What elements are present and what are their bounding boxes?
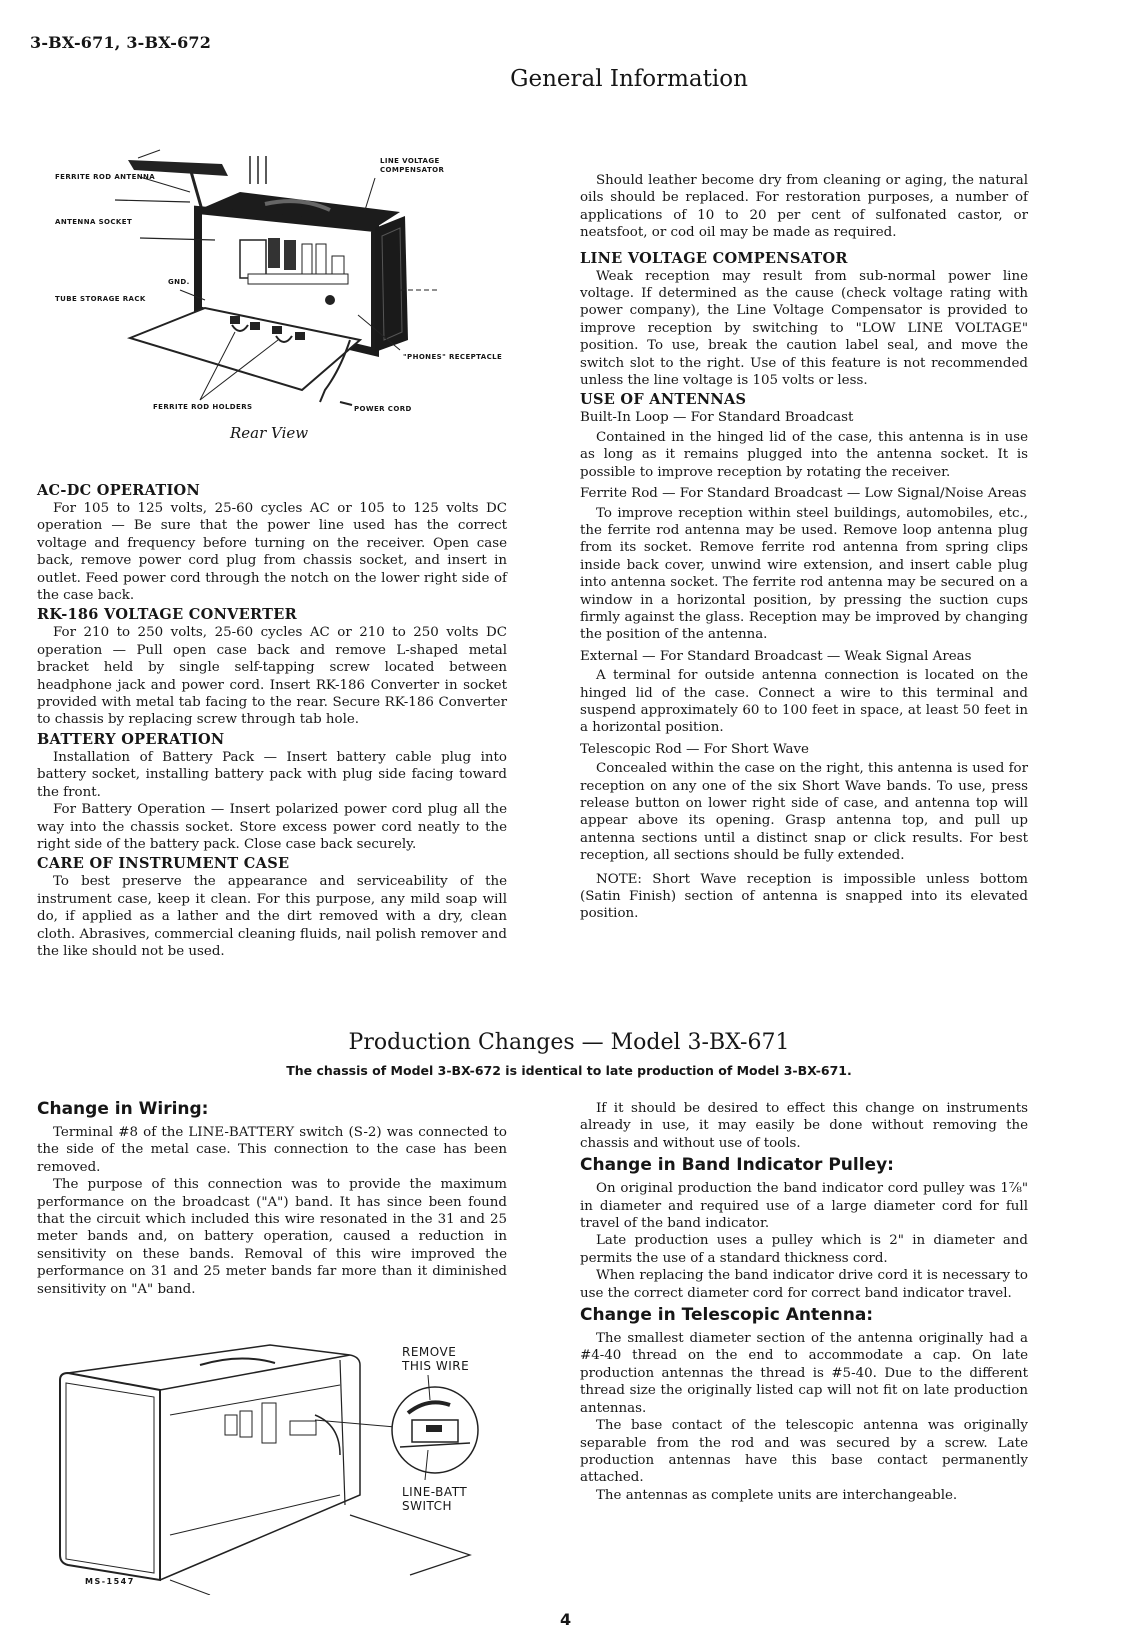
paragraph-battery-2: For Battery Operation — Insert polarized power cord plug all the way into the chassis socket. Store excess power cord neatly to the right side of the battery pack. Close case back securely. (37, 802, 507, 852)
lower-right-column (580, 1100, 1028, 1504)
page-title: General Information (510, 66, 748, 92)
heading-care: CARE OF INSTRUMENT CASE (37, 855, 290, 873)
label-phones-receptacle: "PHONES" RECEPTACLE (403, 353, 503, 361)
subheading-ferrite: Ferrite Rod — For Standard Broadcast — Low Signal/Noise Areas (580, 486, 1027, 502)
rear-view-figure (40, 140, 510, 430)
paragraph-telescopic-1: The smallest diameter section of the antenna originally had a #4-40 thread on the end to accommodate a cap. On late production antennas the thread is #5-40. Due to the different thread size the originally listed cap will not fit on late production antennas. (580, 1331, 1028, 1416)
paragraph-line-voltage: Weak reception may result from sub-normal power line voltage. If determined as the cause (check voltage rating with power company), the Line Voltage Compensator is provided to improve reception by switching to "LOW LINE VOLTAGE" position. To use, break the caution label seal, and move the switch slot to the right. Use of this feature is not recommended unless the line voltage is 105 volts or less. (580, 268, 1028, 389)
subheading-external: External — For Standard Broadcast — Weak Signal Areas (580, 648, 972, 664)
label-power-cord: POWER CORD (354, 405, 412, 413)
heading-antennas: USE OF ANTENNAS (580, 391, 747, 409)
label-switch-1: LINE-BATT (402, 1485, 468, 1499)
paragraph-pulley-2: Late production uses a pulley which is 2" in diameter and permits the use of a standard thickness cord. (580, 1233, 1028, 1266)
paragraph-care: To best preserve the appearance and serviceability of the instrument case, keep it clean. For this purpose, any mild soap will do, if applied as a lather and the dirt removed with a dry, clean cloth. Abrasives, commercial cleaning fluids, nail polish remover and the like should not be used. (37, 874, 507, 959)
paragraph-wiring-2: The purpose of this connection was to provide the maximum performance on the broadcast ("A") band. It has since been found that the circuit which included this wire resonated in the 31 and 25 meter bands and, on battery operation, caused a reduction in sensitivity on these bands. Removal of this wire improved the performance on 31 and 25 meter bands far more than it diminished sensitivity on "A" band. (37, 1177, 507, 1297)
figure-code: MS-1547 (85, 1577, 135, 1586)
label-remove-1: REMOVE (402, 1345, 457, 1359)
production-changes-title: Production Changes — Model 3-BX-671 (348, 1030, 790, 1055)
paragraph-external: A terminal for outside antenna connection is located on the hinged lid of the case. Connect a wire to this terminal and suspend approximately 60 to 100 feet in space, at least 50 feet in a horizontal position. (580, 668, 1028, 736)
wiring-change-section (37, 1098, 507, 1298)
heading-rk186: RK-186 VOLTAGE CONVERTER (37, 606, 297, 624)
subheading-telescopic: Telescopic Rod — For Short Wave (580, 741, 809, 757)
label-ferrite-rod-antenna: FERRITE ROD ANTENNA (55, 173, 156, 181)
paragraph-wiring-1: Terminal #8 of the LINE-BATTERY switch (S-2) was connected to the side of the metal case. This connection to the case has been removed. (37, 1125, 507, 1175)
paragraph-telescopic-3: The antennas as complete units are interchangeable. (596, 1487, 958, 1503)
line-batt-switch-illustration (50, 1335, 520, 1595)
paragraph-wiring-3: If it should be desired to effect this change on instruments already in use, it may easily be done without removing the chassis and without use of tools. (580, 1101, 1028, 1151)
label-ferrite-rod-holders: FERRITE ROD HOLDERS (153, 403, 253, 411)
label-remove-2: THIS WIRE (402, 1359, 470, 1373)
production-changes-subtitle: The chassis of Model 3-BX-672 is identical to late production of Model 3-BX-671. (286, 1063, 852, 1078)
label-tube-storage-rack: TUBE STORAGE RACK (55, 295, 146, 303)
paragraph-ac-dc: For 105 to 125 volts, 25-60 cycles AC or 105 to 125 volts DC operation — Be sure that the power line used has the correct voltage and frequency before turning on the receiver. Open case back, remove power cord plug from chassis socket, and insert in outlet. Feed power cord through the notch on the lower right side of the case back. (37, 501, 507, 604)
radio-rear-illustration (40, 140, 510, 430)
paragraph-pulley-3: When replacing the band indicator drive cord it is necessary to use the correct diameter cord for correct band indicator travel. (580, 1268, 1028, 1301)
heading-line-voltage: LINE VOLTAGE COMPENSATOR (580, 249, 848, 267)
heading-change-wiring: Change in Wiring: (37, 1099, 209, 1119)
paragraph-ferrite: To improve reception within steel buildings, automobiles, etc., the ferrite rod antenna may be used. Remove loop antenna plug from its socket. Remove ferrite rod antenna from spring clips inside back cover, unwind wire extension, and insert cable plug into antenna socket. The ferrite rod antenna may be secured on a window in a horizontal position, by pressing the suction cups firmly against the glass. Reception may be improved by changing the position of the antenna. (580, 505, 1028, 643)
heading-ac-dc: AC-DC OPERATION (37, 482, 201, 499)
heading-change-telescopic: Change in Telescopic Antenna: (580, 1305, 874, 1326)
paragraph-loop: Contained in the hinged lid of the case, this antenna is in use as long as it remains plugged into the antenna socket. It is possible to improve reception by rotating the receiver. (580, 429, 1028, 480)
paragraph-pulley-1: On original production the band indicator cord pulley was 1⅞" in diameter and required use of a large diameter cord for full travel of the band indicator. (580, 1181, 1028, 1232)
heading-battery: BATTERY OPERATION (37, 730, 225, 748)
label-line-voltage-compensator-2: COMPENSATOR (380, 166, 445, 174)
paragraph-battery-1: Installation of Battery Pack — Insert battery cable plug into battery socket, installing battery pack with plug side facing toward the front. (37, 749, 507, 800)
paragraph-telescopic-2: The base contact of the telescopic antenna was originally separable from the rod and was secured by a screw. Late production antennas have this base contact permanently attached. (580, 1418, 1028, 1486)
page-number: 4 (560, 1610, 572, 1629)
figure-caption: Rear View (230, 424, 309, 442)
heading-change-pulley: Change in Band Indicator Pulley: (580, 1155, 894, 1176)
subheading-loop: Built-In Loop — For Standard Broadcast (580, 410, 854, 426)
wiring-figure (50, 1335, 520, 1595)
model-numbers: 3-BX-671, 3-BX-672 (30, 33, 212, 52)
paragraph-telescopic: Concealed within the case on the right, this antenna is used for reception on any one of the six Short Wave bands. To use, press release button on lower right side of case, and antenna top will appear above its opening. Grasp antenna top, and pull up antenna sections until a distinct snap or click results. For best reception, all sections should be fully extended. (580, 761, 1028, 864)
paragraph-rk186: For 210 to 250 volts, 25-60 cycles AC or 210 to 250 volts DC operation — Pull open case back and remove L-shaped metal bracket held by single self-tapping screw located between headphone jack and power cord. Insert RK-186 Converter in socket provided with metal tab facing to the rear. Secure RK-186 Converter to chassis by replacing screw through tab hole. (37, 625, 507, 728)
paragraph-leather: Should leather become dry from cleaning or aging, the natural oils should be replaced. For restoration purposes, a number of applications of 10 to 20 per cent of sulfonated castor, or neatsfoot, or cod oil may be made as required. (580, 173, 1028, 241)
right-column (580, 172, 1028, 923)
label-gnd: GND. (168, 278, 190, 286)
paragraph-note: NOTE: Short Wave reception is impossible unless bottom (Satin Finish) section of antenna is snapped into its elevated position. (580, 871, 1028, 922)
label-switch-2: SWITCH (402, 1499, 453, 1513)
label-antenna-socket: ANTENNA SOCKET (55, 218, 133, 226)
left-column (37, 480, 507, 960)
label-line-voltage-compensator-1: LINE VOLTAGE (380, 157, 440, 165)
